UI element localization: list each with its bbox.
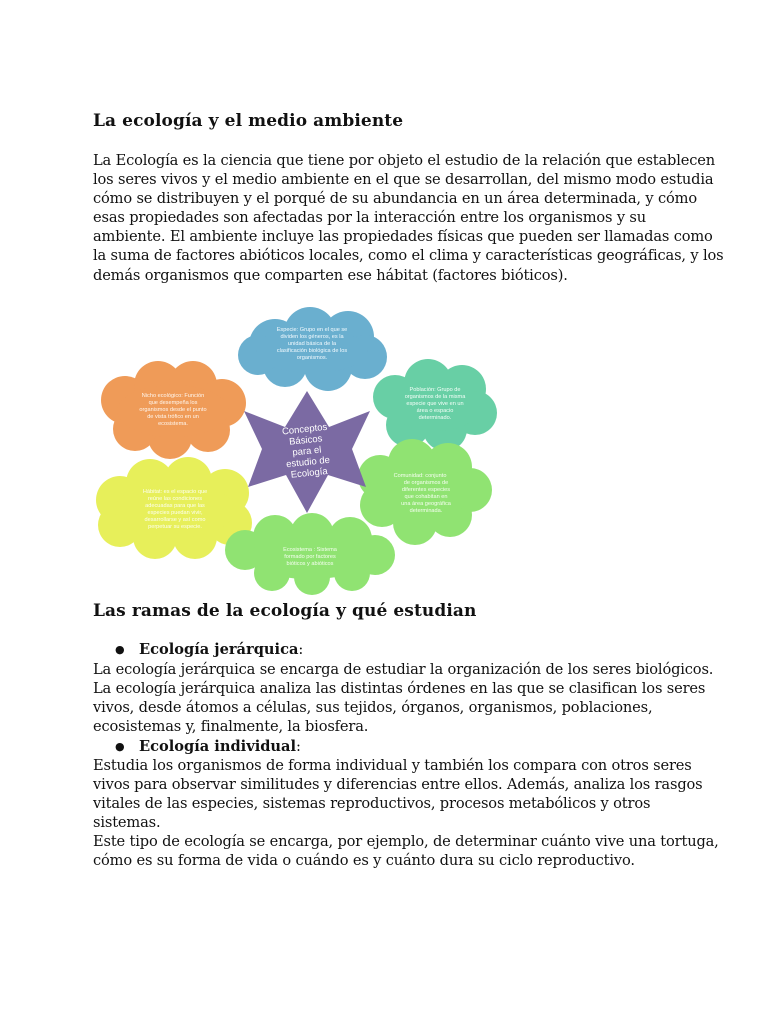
cloud-poblacion bbox=[373, 359, 497, 451]
text-line: demás organismos que comparten ese hábitat (factores bióticos). bbox=[93, 266, 568, 284]
cloud-text-line: Comunidad: conjunto bbox=[393, 473, 447, 479]
bullet-dot: ● bbox=[115, 643, 125, 656]
text-line: ecosistemas y, finalmente, la biosfera. bbox=[93, 718, 369, 736]
cloud-text-line: adecuadas para que las bbox=[145, 503, 205, 509]
bullet-label: Ecología jerárquica bbox=[139, 641, 299, 658]
cloud-comunidad bbox=[358, 439, 492, 545]
cloud-nicho-ecologico bbox=[101, 361, 246, 459]
cloud-text-line: especies puedan vivir, bbox=[147, 510, 203, 516]
cloud-text-line: especie que vive en un bbox=[406, 401, 464, 407]
cloud-text-line: reúne las condiciones bbox=[147, 496, 203, 502]
text-line: los seres vivos y el medio ambiente en el que se desarrollan, del mismo modo estudia bbox=[93, 171, 714, 189]
bullet-dot: ● bbox=[115, 740, 125, 753]
text-line: vitales de las especies, sistemas reproductivos, procesos metabólicos y otros bbox=[93, 795, 651, 813]
cloud-text-line: determinado. bbox=[418, 415, 452, 421]
text-line: esas propiedades son afectadas por la interacción entre los organismos y su bbox=[93, 209, 647, 227]
cloud-text-line: diferentes especies bbox=[401, 487, 451, 493]
cloud-text-line: organismos desde el punto bbox=[139, 407, 207, 413]
bullet-ecologia-individual bbox=[115, 737, 301, 756]
text-line: La ecología jerárquica analiza las distintas órdenes en las que se clasifican los seres bbox=[93, 680, 706, 698]
star-text-line: para el bbox=[291, 444, 322, 459]
cloud-especie bbox=[238, 307, 387, 391]
cloud-text-line: Especie: Grupo en el que se bbox=[276, 327, 348, 333]
cloud-text-line: bióticos y abióticos bbox=[286, 561, 334, 567]
cloud-text-line: de organismos de bbox=[403, 480, 449, 486]
paragraph-jerarquica bbox=[93, 660, 714, 736]
section-heading-ecologia: La ecología y el medio ambiente bbox=[93, 111, 404, 131]
cloud-text-line: clasificación biológica de los bbox=[276, 348, 348, 354]
center-star bbox=[244, 391, 370, 513]
cloud-text-line: organismos. bbox=[296, 355, 328, 361]
star-text-line: Básicos bbox=[288, 433, 323, 448]
bullet-ecologia-jerarquica bbox=[115, 640, 303, 659]
cloud-text-line: dividen los géneros, es la bbox=[280, 334, 344, 340]
cloud-text-line: determinada. bbox=[409, 508, 443, 514]
cloud-text-line: que cohabitan en bbox=[404, 494, 448, 500]
text-line: Este tipo de ecología se encarga, por ejemplo, de determinar cuánto vive una tortuga, bbox=[93, 833, 719, 850]
text-line: la suma de factores abióticos locales, como el clima y características geográficas, y los bbox=[93, 247, 724, 265]
text-line: Estudia los organismos de forma individual y también los compara con otros seres bbox=[93, 757, 692, 774]
text-line: ambiente. El ambiente incluye las propiedades físicas que pueden ser llamadas como bbox=[93, 228, 713, 246]
text-line: La Ecología es la ciencia que tiene por objeto el estudio de la relación que establecen bbox=[93, 152, 716, 169]
ecology-concepts-diagram bbox=[90, 305, 550, 595]
cloud-text-line: Nicho ecológico: Función bbox=[141, 393, 205, 399]
cloud-text-line: ecosistema. bbox=[158, 421, 188, 427]
text-line: cómo se distribuyen y el porqué de su abundancia en un área determinada, y cómo bbox=[93, 190, 697, 208]
paragraph-example bbox=[93, 832, 719, 870]
cloud-text-line: área o espacio bbox=[416, 408, 454, 414]
cloud-text-line: formado por factores bbox=[284, 554, 336, 560]
cloud-text-line: organismos de la misma bbox=[404, 394, 466, 400]
bullet-suffix: : bbox=[298, 641, 304, 658]
cloud-text-line: que desempeña los bbox=[148, 400, 198, 406]
text-line: cómo es su forma de vida o cuándo es y cuánto dura su ciclo reproductivo. bbox=[93, 852, 635, 870]
cloud-text-line: perpetuar su especie. bbox=[148, 524, 202, 530]
cloud-text-line: Hábitat: es el espacio que bbox=[142, 489, 208, 495]
paragraph-individual bbox=[93, 756, 703, 832]
text-line: vivos, desde átomos a células, sus tejidos, órganos, organismos, poblaciones, bbox=[93, 699, 653, 717]
cloud-text-line: unidad básica de la bbox=[287, 341, 337, 347]
star-text-line: Conceptos bbox=[281, 421, 328, 438]
star-text-line: estudio de bbox=[285, 454, 331, 471]
section-heading-ramas: Las ramas de la ecología y qué estudian bbox=[93, 601, 477, 621]
cloud-text-line: de vista trófico en un bbox=[147, 414, 199, 420]
star-text-line: Ecología bbox=[290, 465, 329, 481]
intro-paragraph bbox=[93, 151, 724, 285]
bullet-suffix: : bbox=[296, 738, 301, 755]
cloud-text-line: desarrollarse y así como bbox=[144, 517, 206, 523]
cloud-text-line: una área geográfica bbox=[401, 501, 451, 507]
text-line: vivos para observar similitudes y diferencias entre ellos. Además, analiza los rasgos bbox=[93, 776, 703, 794]
cloud-text-line: Población: Grupo de bbox=[409, 387, 461, 393]
text-line: sistemas. bbox=[93, 814, 161, 832]
bullet-label: Ecología individual bbox=[139, 738, 297, 755]
text-line: La ecología jerárquica se encarga de estudiar la organización de los seres biológicos. bbox=[93, 661, 714, 678]
cloud-text-line: Ecosistema : Sistema bbox=[283, 547, 337, 553]
